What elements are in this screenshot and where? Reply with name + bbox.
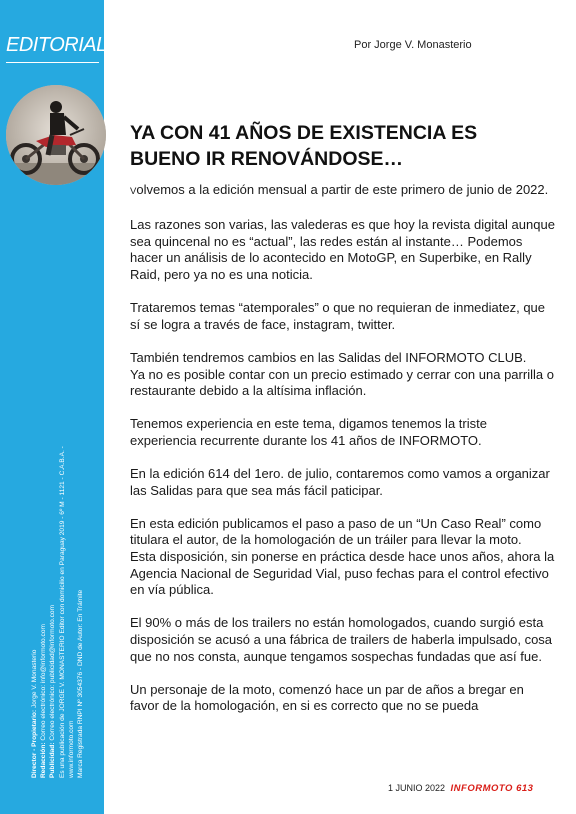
lead-paragraph: Volvemos a la edición mensual a partir de este primero de junio de 2022. — [130, 182, 549, 197]
page-footer — [388, 783, 533, 794]
credit-line-publicidad: Publicidad: Correo electrónico: publicidad@informoto.com — [49, 604, 57, 778]
paragraph: Las razones son varias, las valederas es que hoy la revista digital aunque sea quincenal no es “actual”, las redes están al instante… Podemos hacer un análisis de lo acontecido en MotoGP, en Superbike, en Rally Raid, pero ya no es una noticia. — [130, 217, 555, 282]
lead-initial: V — [130, 186, 137, 197]
credit-line-trademark: Marca Registrada RNPI Nº 3054376 - DND de Autor: En Trámite — [77, 589, 85, 778]
issue-date: 1 JUNIO 2022 — [388, 783, 446, 793]
sidebar — [0, 0, 107, 814]
article-body — [130, 182, 555, 732]
paragraph: En la edición 614 del 1ero. de julio, contaremos como vamos a organizar las Salidas para que sea más fácil paticipar. — [130, 466, 550, 498]
credit-line-website: www.informoto.com — [67, 720, 75, 778]
issue-brand: INFORMOTO 613 — [450, 783, 534, 794]
section-title: EDITORIAL — [6, 34, 107, 56]
credit-line-publisher: Es una publicación de JORGE V. MONASTERIO Editor con domicilio en Paraguay 2019 - 6º M - 1121 - C.A.B.A. - — [58, 446, 66, 778]
paragraph: Trataremos temas “atemporales” o que no requieran de inmediatez, que sí se logra a través de face, instagram, twitter. — [130, 300, 546, 332]
paragraph: Un personaje de la moto, comenzó hace un par de años a bregar en favor de la homologación, en si es correcto que no se pueda — [130, 681, 524, 714]
headline: YA CON 41 AÑOS DE EXISTENCIA ES BUENO IR RENOVÁNDOSE… — [130, 122, 478, 170]
author-photo — [6, 85, 106, 185]
paragraph: El 90% o más de los trailers no están homologados, cuando surgió esta disposición se acusó a una fábrica de trailers de haberla impulsado, cosa que no nos consta, aunque tengamos sospechas fundadas que así fue. — [130, 615, 553, 664]
masthead-credits — [30, 258, 85, 778]
credit-line-director: Director - Propietario: Jorge V. Monasterio — [31, 649, 38, 778]
rider-motorcycle-image — [6, 85, 106, 185]
paragraph: También tendremos cambios en las Salidas del INFORMOTO CLUB. Ya no es posible contar con un precio estimado y cerrar con una parrilla o restaurante debido a la altísima inflación. — [130, 349, 554, 399]
section-title-rule — [6, 62, 99, 63]
paragraph: En esta edición publicamos el paso a paso de un “Un Caso Real” como titulara el autor, de la homologación de un tráiler para llevar la moto. Esta disposición, sin ponerse en práctica desde hace unos años, ahora la Agencia Nacional de Seguridad Vial, puso fechas para el control efectivo en vía pública. — [130, 515, 555, 598]
author-byline: Por Jorge V. Monasterio — [354, 39, 472, 51]
paragraph: Tenemos experiencia en este tema, digamos tenemos la triste experiencia recurrente durante los 41 años de INFORMOTO. — [130, 416, 487, 448]
credit-line-redaccion: Redacción: Correo electrónico: info@informoto.com — [40, 623, 48, 778]
